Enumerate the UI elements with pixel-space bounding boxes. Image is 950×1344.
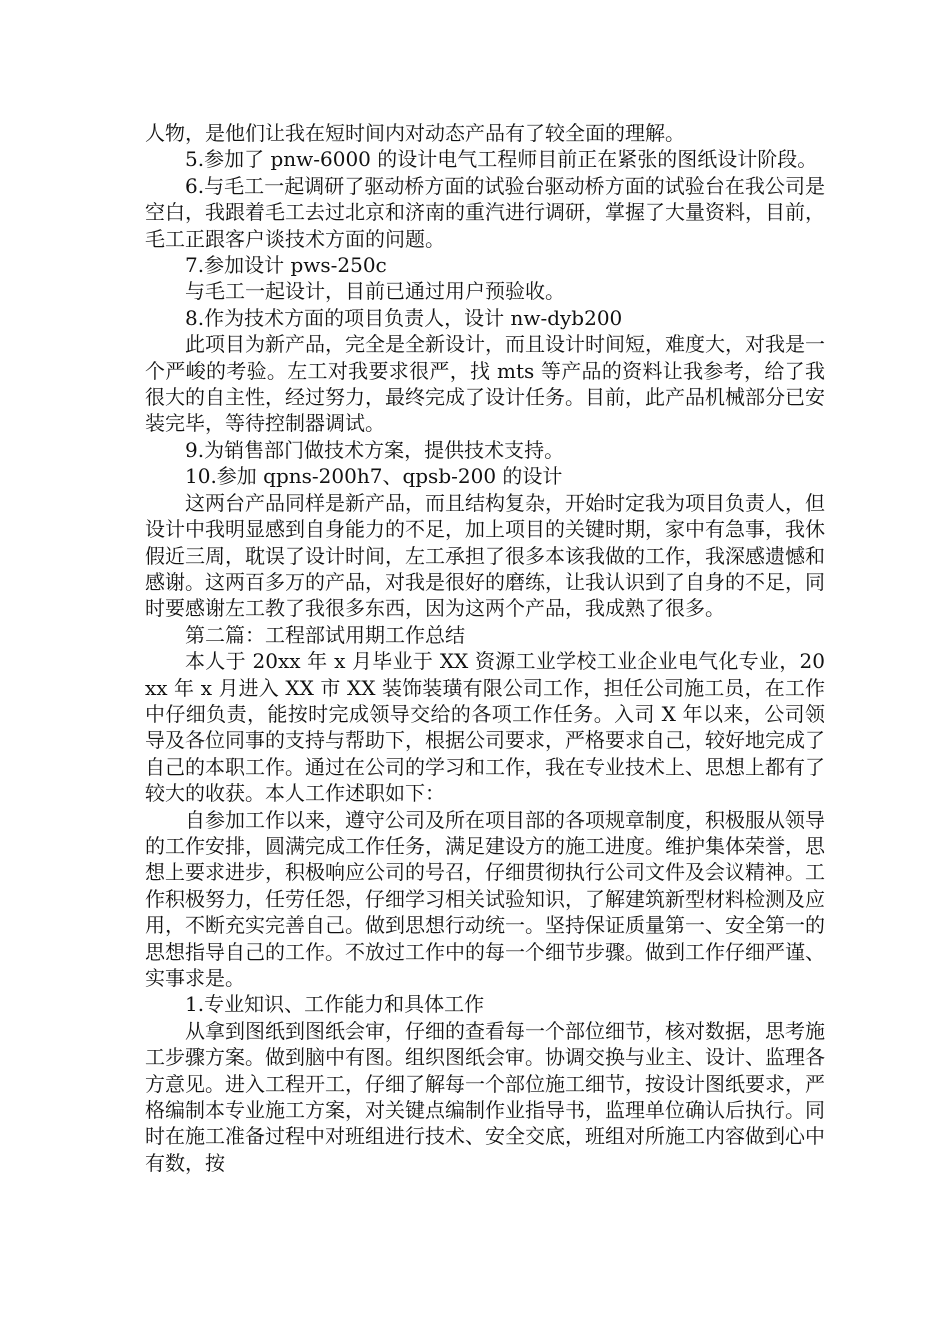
paragraph-2: 5.参加了 pnw-6000 的设计电气工程师目前正在紧张的图纸设计阶段。 — [185, 147, 818, 172]
paragraph-3: 6.与毛工一起调研了驱动桥方面的试验台驱动桥方面的试验台在我公司是空白，我跟着毛工去过北京和济南的重汽进行调研，掌握了大量资料，目前，毛工正跟客户谈技术方面的问题。 — [145, 173, 825, 251]
paragraph-15: 从拿到图纸到图纸会审，仔细的查看每一个部位细节，核对数据，思考施工步骤方案。做到脑中有图。组织图纸会审。协调交换与业主、设计、监理各方意见。进入工程开工，仔细了解每一个部位施工细节，按设计图纸要求，严格编制本专业施工方案，对关键点编制作业指导书，监理单位确认后执行。同时在施工准备过程中对班组进行技术、安全交底，班组对所施工内容做到心中有数，按 — [145, 1018, 825, 1175]
paragraph-4: 7.参加设计 pws-250c — [185, 253, 387, 278]
paragraph-9: 10.参加 qpns-200h7、qpsb-200 的设计 — [185, 464, 563, 489]
paragraph-1: 人物，是他们让我在短时间内对动态产品有了较全面的理解。 — [145, 121, 685, 145]
paragraph-12: 本人于 20xx 年 x 月毕业于 XX 资源工业学校工业企业电气化专业，20xx 年 x 月进入 XX 市 XX 装饰装璜有限公司工作，担任公司施工员，在工作中仔细负责，能按时完成领导交给的各项工作任务。入司 X 年以来，公司领导及各位同事的支持与帮助下，根据公司要求，严格要求自己，较好地完成了自己的本职工作。通过在公司的学习和工作，我在专业技术上、思想上都有了较大的收获。本人工作述职如下： — [145, 649, 825, 806]
paragraph-7: 此项目为新产品，完全是全新设计，而且设计时间短，难度大，对我是一个严峻的考验。左工对我要求很严，找 mts 等产品的资料让我参考，给了我很大的自主性，经过努力，最终完成了设计任务。目前，此产品机械部分已安装完毕，等待控制器调试。 — [145, 332, 825, 436]
paragraph-10: 这两台产品同样是新产品，而且结构复杂，开始时定我为项目负责人，但设计中我明显感到自身能力的不足，加上项目的关键时期，家中有急事，我休假近三周，耽误了设计时间，左工承担了很多本该我做的工作，我深感遗憾和感谢。这两百多万的产品，对我是很好的磨练，让我认识到了自身的不足，同时要感谢左工教了我很多东西，因为这两个产品，我成熟了很多。 — [145, 490, 825, 621]
paragraph-13: 自参加工作以来，遵守公司及所在项目部的各项规章制度，积极服从领导的工作安排，圆满完成工作任务，满足建设方的施工进度。维护集体荣誉，思想上要求进步，积极响应公司的号召，仔细贯彻执行公司文件及会议精神。工作积极努力，任劳任怨，仔细学习相关试验知识，了解建筑新型材料检测及应用，不断充实完善自己。做到思想行动统一。坚持保证质量第一、安全第一的思想指导自己的工作。不放过工作中的每一个细节步骤。做到工作仔细严谨、实事求是。 — [145, 807, 825, 990]
paragraph-6: 8.作为技术方面的项目负责人，设计 nw-dyb200 — [185, 305, 623, 330]
paragraph-8: 9.为销售部门做技术方案，提供技术支持。 — [185, 437, 565, 462]
subsection-heading: 1.专业知识、工作能力和具体工作 — [185, 992, 485, 1017]
document-body — [145, 120, 825, 1176]
paragraph-5: 与毛工一起设计，目前已通过用户预验收。 — [185, 279, 565, 304]
section-heading: 第二篇：工程部试用期工作总结 — [185, 622, 465, 647]
